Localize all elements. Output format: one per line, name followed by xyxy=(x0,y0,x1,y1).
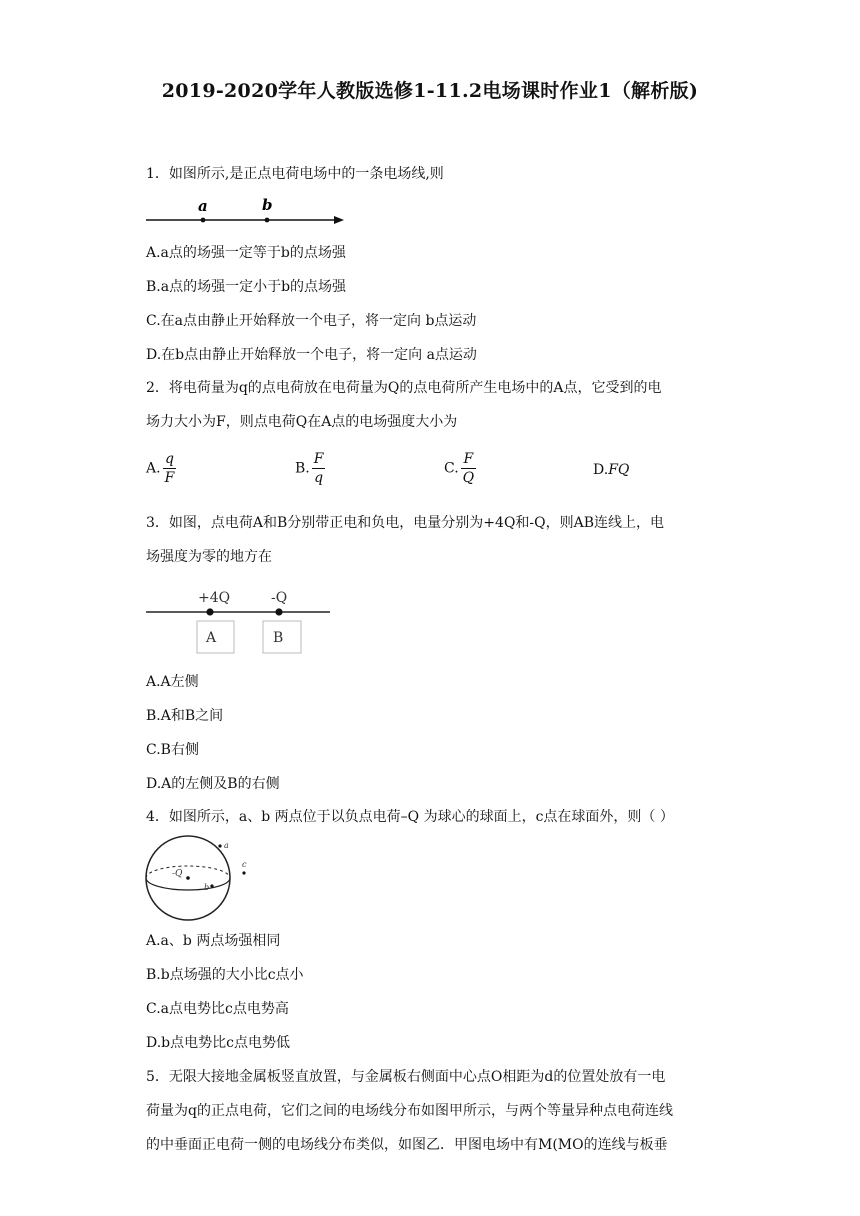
label-b: b xyxy=(204,883,210,892)
q1-option-c: C.在a点由静止开始释放一个电子，将一定向 b点运动 xyxy=(146,313,477,329)
q1-option-a: A.a点的场强一定等于b的点场强 xyxy=(146,245,346,261)
point-c-dot xyxy=(242,871,245,874)
point-b-dot xyxy=(210,884,213,887)
q1-option-b: B.a点的场强一定小于b的点场强 xyxy=(146,279,347,295)
fraction-numerator: F xyxy=(313,451,324,467)
field-arrow-icon xyxy=(334,216,344,224)
q2-stem-line2: 场力大小为F，则点电荷Q在A点的电场强度大小为 xyxy=(146,414,458,430)
label-a: a xyxy=(198,197,208,215)
q4-option-d: D.b点电势比c点电势低 xyxy=(146,1035,290,1051)
q3-option-a: A.A左侧 xyxy=(146,674,199,690)
box-b-label: B xyxy=(273,630,284,646)
q2-option-d xyxy=(593,462,629,478)
q2-option-a-fraction xyxy=(163,450,177,487)
q3-stem-line1: 3．如图，点电荷A和B分别带正电和负电，电量分别为+4Q和-Q，则AB连线上，电 xyxy=(146,515,665,531)
q2-option-a xyxy=(146,450,176,487)
point-a-dot xyxy=(218,844,221,847)
q2-stem-line1: 2．将电荷量为q的点电荷放在电荷量为Q的点电荷所产生电场中的A点，它受到的电 xyxy=(146,380,662,396)
q4-option-c: C.a点电势比c点电势高 xyxy=(146,1001,289,1017)
charge-a-dot xyxy=(206,608,213,615)
q3-option-c: C.B右侧 xyxy=(146,742,199,758)
q2-option-b xyxy=(295,450,325,487)
q2-option-c-fraction xyxy=(461,450,476,487)
q1-option-d: D.在b点由静止开始释放一个电子，将一定向 a点运动 xyxy=(146,347,477,363)
charge-a-label: +4Q xyxy=(198,590,231,606)
label-minus-q: -Q xyxy=(172,869,183,879)
fraction-numerator: q xyxy=(163,450,177,469)
label-b: b xyxy=(262,196,273,214)
q3-option-b: B.A和B之间 xyxy=(146,708,224,724)
q5-line1: 5．无限大接地金属板竖直放置，与金属板右侧面中心点O相距为d的位置处放有一电 xyxy=(146,1069,666,1085)
q2-option-d-text: FQ xyxy=(608,462,630,478)
q4-figure-sphere xyxy=(140,832,260,924)
q3-option-d: D.A的左侧及B的右侧 xyxy=(146,776,280,792)
q5-line2: 荷量为q的正点电荷，它们之间的电场线分布如图甲所示，与两个等量异种点电荷连线 xyxy=(146,1103,673,1119)
charge-b-label: -Q xyxy=(271,590,288,606)
fraction-numerator: F xyxy=(461,450,476,469)
point-a xyxy=(201,218,206,223)
q1-figure-electric-field-line xyxy=(140,193,350,229)
fraction-denominator: Q xyxy=(462,470,475,486)
q2-option-b-fraction xyxy=(312,450,326,487)
q2-option-b-prefix: B. xyxy=(295,460,310,477)
q4-stem: 4．如图所示，a、b 两点位于以负点电荷–Q 为球心的球面上，c点在球面外，则（ ） xyxy=(146,809,674,825)
q2-option-a-prefix: A. xyxy=(146,460,161,477)
page-title: 2019-2020学年人教版选修1-11.2电场课时作业1（解析版) xyxy=(161,80,699,102)
label-c: c xyxy=(242,860,247,869)
point-b xyxy=(265,218,270,223)
q1-stem: 1．如图所示,是正点电荷电场中的一条电场线,则 xyxy=(146,166,444,182)
charge-b-dot xyxy=(275,608,282,615)
fraction-denominator: F xyxy=(164,470,175,486)
q3-figure-point-charges xyxy=(140,580,340,658)
fraction-denominator: q xyxy=(314,470,324,486)
q2-option-c-prefix: C. xyxy=(444,460,459,477)
q2-option-c xyxy=(444,450,476,487)
q5-line3: 的中垂面正电荷一侧的电场线分布类似，如图乙．甲图电场中有M(MO的连线与板垂 xyxy=(146,1137,668,1153)
label-a: a xyxy=(224,841,229,850)
q4-option-a: A.a、b 两点场强相同 xyxy=(146,933,281,949)
q4-option-b: B.b点场强的大小比c点小 xyxy=(146,967,304,983)
q2-option-d-prefix: D. xyxy=(593,462,609,478)
q3-stem-line2: 场强度为零的地方在 xyxy=(146,549,272,565)
box-a-label: A xyxy=(206,630,217,646)
center-charge-dot xyxy=(186,876,190,880)
